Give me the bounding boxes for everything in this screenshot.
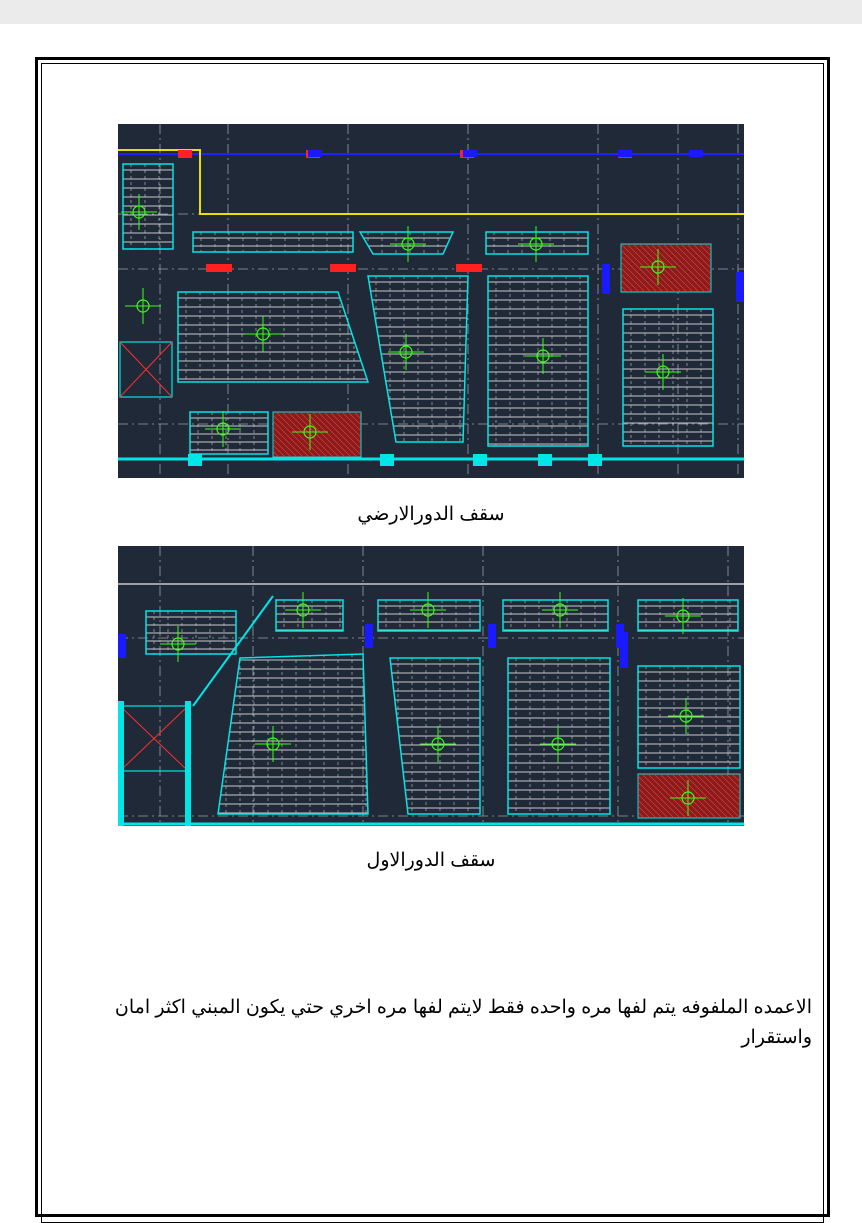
column [618, 150, 632, 157]
first-floor-caption: سقف الدورالاول [366, 850, 496, 871]
slab-ribs [503, 600, 608, 631]
slab-ribs [508, 658, 610, 814]
column [620, 632, 628, 668]
column [473, 454, 487, 466]
slab-ribs [486, 232, 588, 254]
slab-ribs [193, 232, 353, 252]
ground-floor-ceiling-plan [118, 124, 744, 478]
column [538, 454, 552, 466]
column [588, 454, 602, 466]
slab-ribs [178, 292, 368, 382]
note-paragraph: الاعمده الملفوفه يتم لفها مره واحده فقط لايتم لفها مره اخري حتي يكون المبني اكثر امان واستقرار [114, 997, 812, 1048]
column [308, 150, 322, 157]
slab-ribs [218, 654, 368, 814]
slab-ribs [146, 611, 236, 654]
slab-panel-outline [503, 600, 608, 631]
viewer-top-bar [0, 0, 862, 24]
slab-ribs [390, 658, 480, 814]
column [602, 264, 610, 294]
column [365, 624, 373, 648]
slab-ribs [190, 412, 268, 454]
column [118, 634, 126, 658]
first-floor-ceiling-plan [118, 546, 744, 826]
wrapped-column [206, 264, 232, 272]
slab-panel-outline [360, 232, 453, 254]
column [380, 454, 394, 466]
column [488, 624, 496, 648]
slab-panel-outline [276, 600, 343, 631]
slab-ribs [123, 164, 173, 249]
slab-panel-outline [193, 232, 353, 252]
wrapped-column [330, 264, 356, 272]
diagonal-beam [193, 596, 273, 706]
slab-ribs [638, 666, 740, 768]
column [463, 150, 477, 157]
hatched-area [638, 774, 740, 818]
column [188, 454, 202, 466]
column [689, 150, 703, 157]
ground-floor-caption: سقف الدورالارضي [357, 504, 505, 525]
slab-ribs [360, 232, 453, 254]
column [736, 272, 744, 302]
wrapped-column [456, 264, 482, 272]
boundary-wall [118, 150, 744, 214]
slab-ribs [623, 309, 713, 446]
slab-ribs [368, 276, 468, 442]
slab-ribs [488, 276, 588, 446]
slab-panel-outline [178, 292, 368, 382]
slab-ribs [276, 600, 343, 631]
wrapped-column [178, 150, 192, 158]
slab-panel-outline [486, 232, 588, 254]
